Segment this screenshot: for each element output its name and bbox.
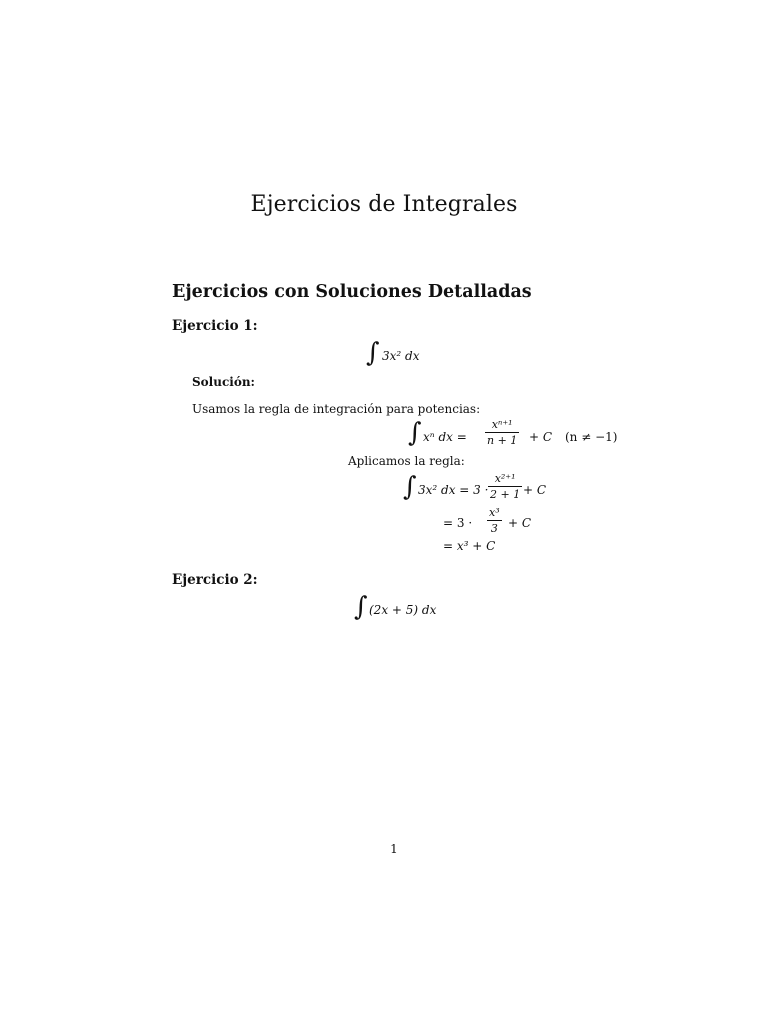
step-2-tail: + C: [508, 516, 532, 530]
fraction-bar: [487, 520, 502, 521]
power-rule-condition: (n ≠ −1): [565, 430, 618, 444]
solution-step-2: [443, 506, 563, 540]
power-rule-fraction: [485, 418, 519, 447]
fraction-numerator: xⁿ⁺¹: [491, 418, 513, 431]
fraction-bar: [485, 432, 519, 433]
integral-sign: ∫: [403, 472, 417, 502]
document-title: Ejercicios de Integrales: [250, 192, 518, 217]
fraction-numerator: x³: [489, 506, 500, 519]
step-1-tail: + C: [523, 483, 547, 497]
step-1-fraction: [488, 472, 522, 501]
fraction-denominator: 3: [490, 522, 498, 535]
fraction-denominator: n + 1: [487, 434, 518, 447]
exercise-2-integrand: (2x + 5) dx: [369, 603, 437, 617]
section-title: Ejercicios con Soluciones Detalladas: [172, 282, 532, 302]
power-rule-lhs: xⁿ dx =: [423, 430, 467, 444]
integral-sign: ∫: [366, 338, 380, 368]
step-2-fraction: [487, 506, 502, 535]
exercise-1-heading: Ejercicio 1:: [172, 318, 258, 334]
solution-step-1: [403, 472, 603, 508]
rule-intro-text: Usamos la regla de integración para potencias:: [192, 402, 481, 416]
integral-sign: ∫: [408, 418, 422, 448]
step-1-lhs: 3x² dx = 3 ·: [418, 483, 489, 497]
fraction-numerator: x²⁺¹: [494, 472, 516, 485]
page-number: 1: [390, 842, 398, 856]
exercise-2-integral: [354, 594, 474, 628]
apply-rule-text: Aplicamos la regla:: [348, 454, 465, 468]
power-rule-tail: + C: [529, 430, 553, 444]
power-rule-equation: [408, 418, 618, 454]
solution-label: Solución:: [192, 375, 255, 389]
step-2-lhs: = 3 ·: [443, 516, 473, 530]
fraction-bar: [488, 486, 522, 487]
exercise-1-integral: [366, 340, 486, 374]
exercise-1-integrand: 3x² dx: [382, 349, 420, 363]
solution-step-3: = x³ + C: [443, 539, 496, 553]
integral-sign: ∫: [354, 592, 368, 622]
exercise-2-heading: Ejercicio 2:: [172, 572, 258, 588]
fraction-denominator: 2 + 1: [490, 488, 521, 501]
